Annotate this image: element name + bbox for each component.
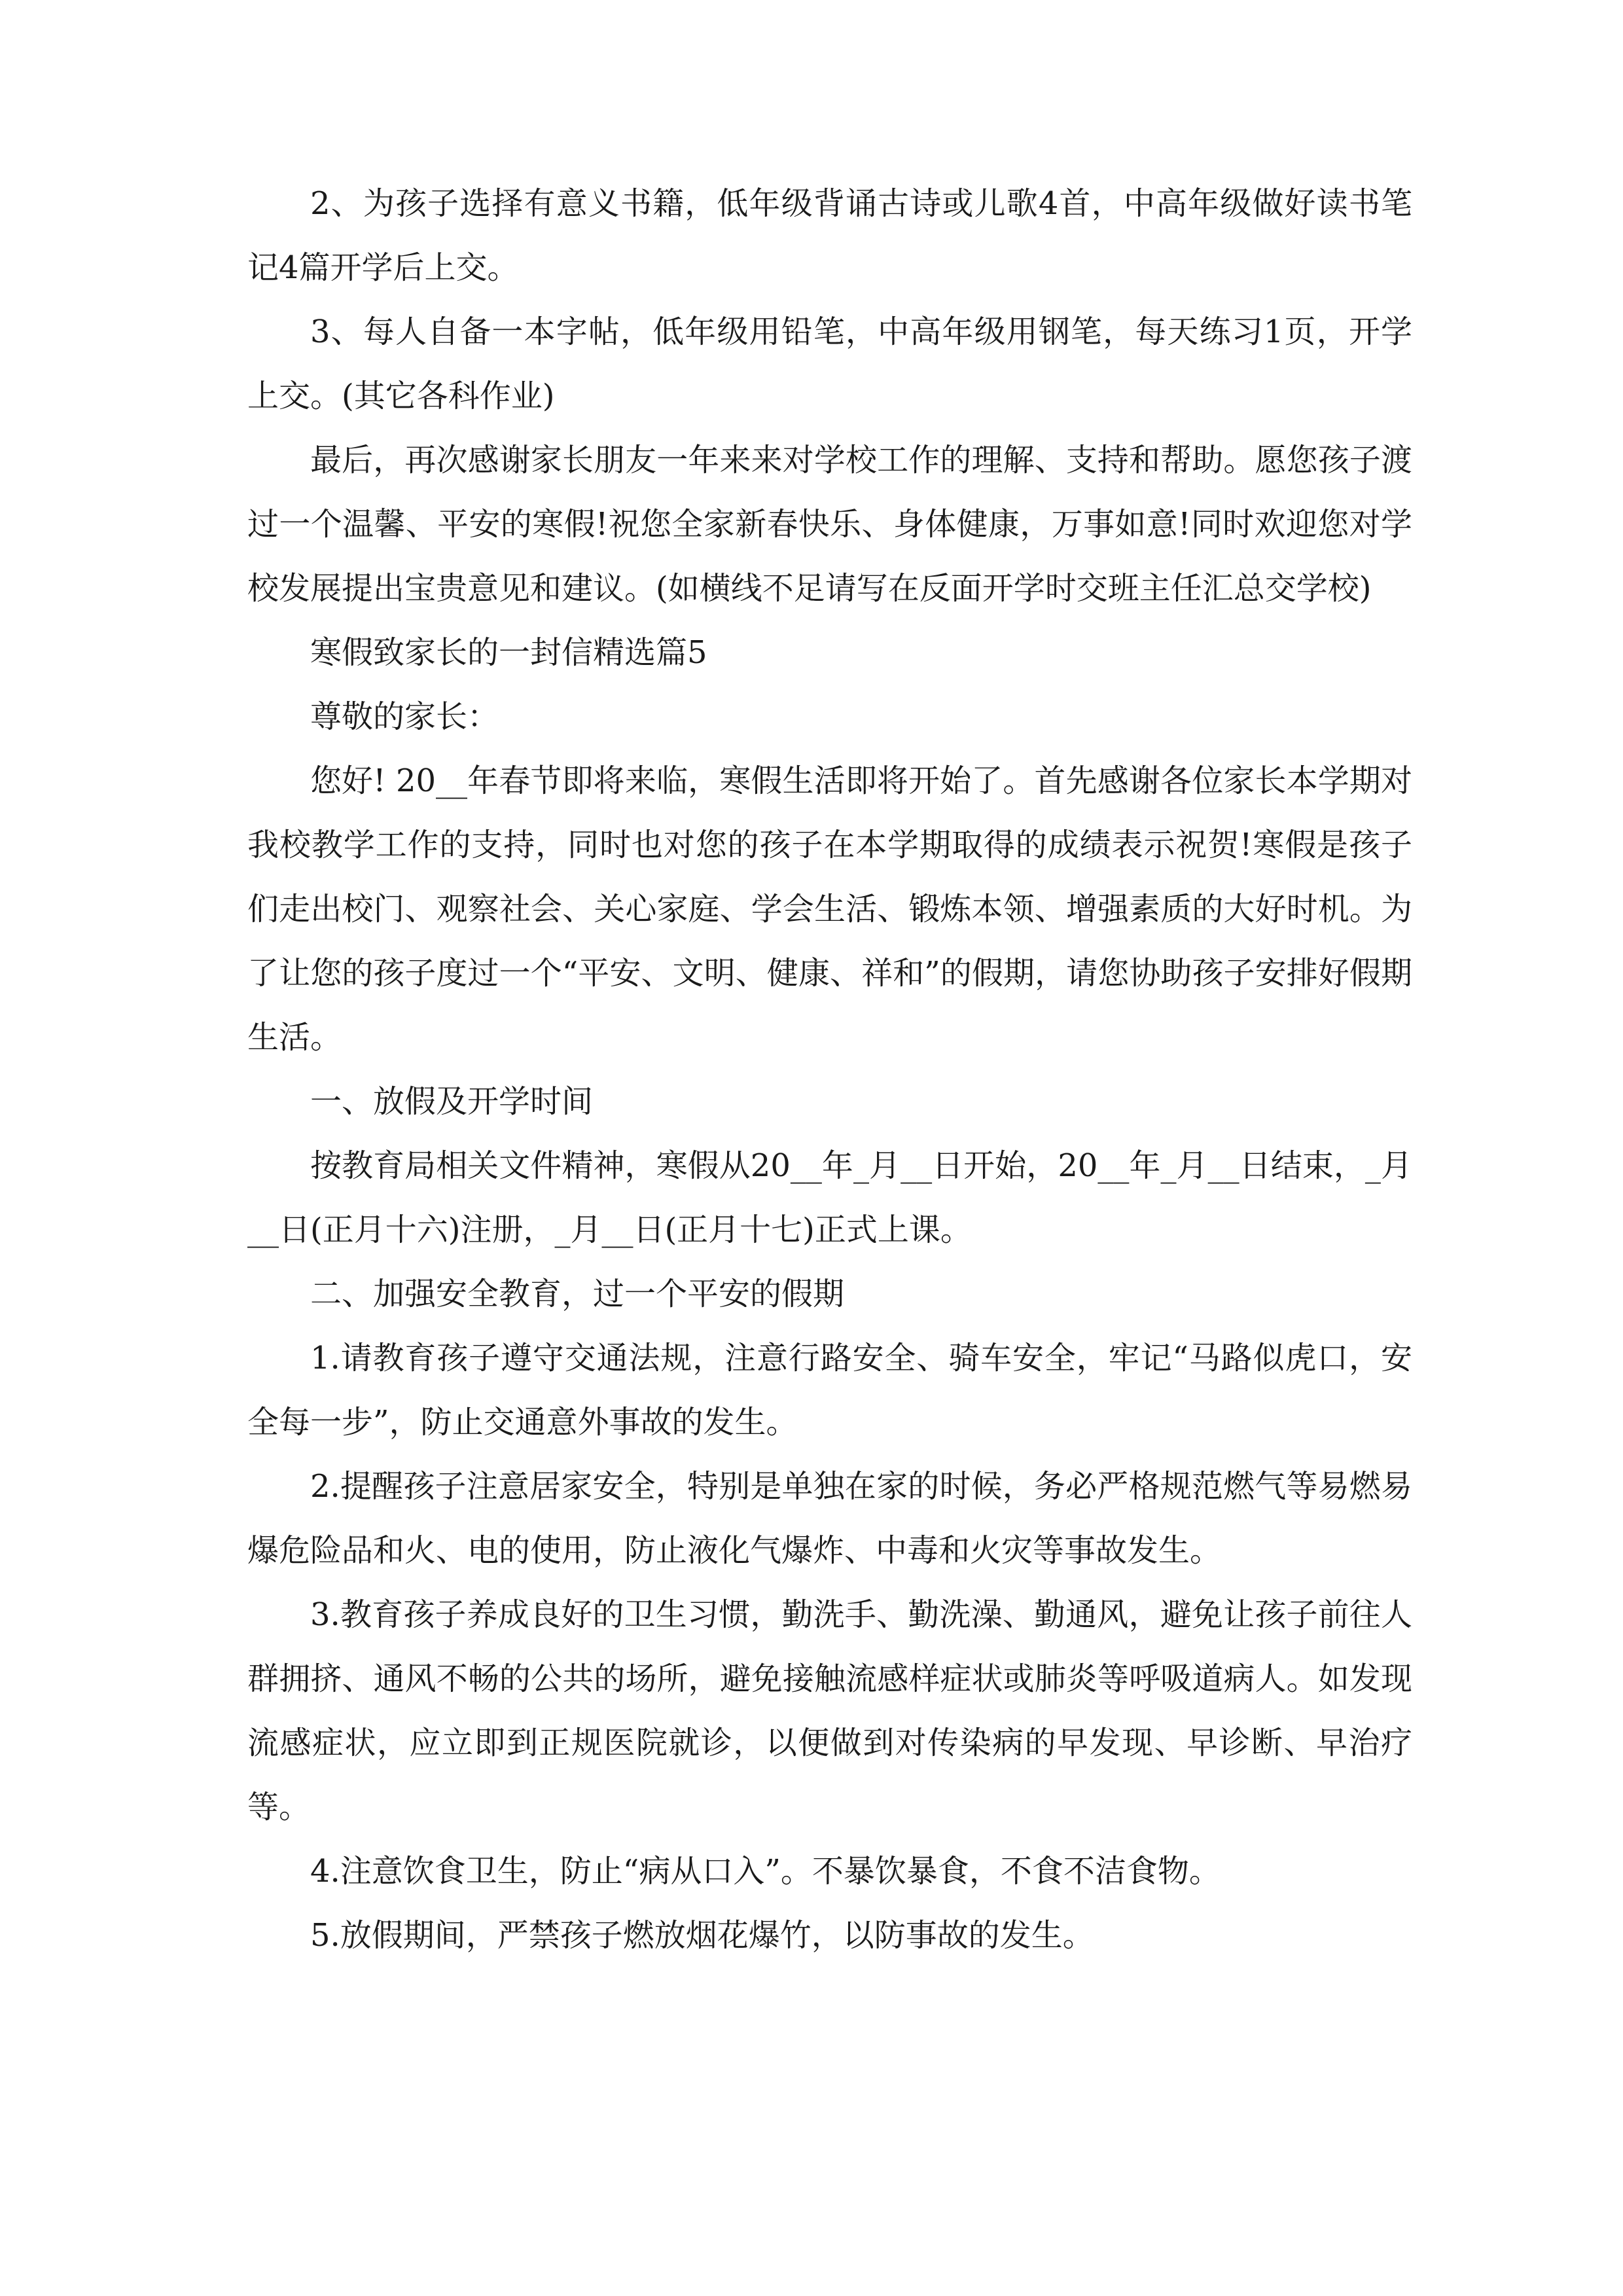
safety-item-2: 2.提醒孩子注意居家安全，特别是单独在家的时候，务必严格规范燃气等易燃易爆危险品和火、电的使用，防止液化气爆炸、中毒和火灾等事故发生。 [247,1468,1412,1569]
heading-safety: 二、加强安全教育，过一个平安的假期 [310,1276,845,1312]
heading-schedule: 一、放假及开学时间 [310,1083,594,1120]
safety-item-5: 5.放假期间，严禁孩子燃放烟花爆竹，以防事故的发生。 [310,1917,1094,1954]
section-title: 寒假致家长的一封信精选篇5 [310,634,707,671]
schedule-paragraph: 按教育局相关文件精神，寒假从20__年_月__日开始，20__年_月__日结束，_月__日(正月十六)注册，_月__日(正月十七)正式上课。 [247,1147,1412,1248]
safety-item-1: 1.请教育孩子遵守交通法规，注意行路安全、骑车安全，牢记“马路似虎口，安全每一步”，防止交通意外事故的发生。 [247,1340,1412,1441]
safety-item-3: 3.教育孩子养成良好的卫生习惯，勤洗手、勤洗澡、勤通风，避免让孩子前往人群拥挤、通风不畅的公共的场所，避免接触流感样症状或肺炎等呼吸道病人。如发现流感症状，应立即到正规医院就诊，以便做到对传染病的早发现、早诊断、早治疗等。 [247,1596,1412,1825]
salutation: 尊敬的家长： [310,698,499,735]
paragraph-item-2: 2、为孩子选择有意义书籍，低年级背诵古诗或儿歌4首，中高年级做好读书笔记4篇开学后上交。 [247,185,1412,286]
greeting-paragraph: 您好! 20__年春节即将来临，寒假生活即将开始了。首先感谢各位家长本学期对我校教学工作的支持，同时也对您的孩子在本学期取得的成绩表示祝贺!寒假是孩子们走出校门、观察社会、关心家庭、学会生活、锻炼本领、增强素质的大好时机。为了让您的孩子度过一个“平安、文明、健康、祥和”的假期，请您协助孩子安排好假期生活。 [247,762,1412,1056]
safety-item-4: 4.注意饮食卫生，防止“病从口入”。不暴饮暴食，不食不洁食物。 [310,1853,1221,1890]
paragraph-item-3: 3、每人自备一本字帖，低年级用铅笔，中高年级用钢笔，每天练习1页，开学上交。(其它各科作业) [247,314,1412,414]
document-body [247,171,1412,1967]
closing-paragraph: 最后，再次感谢家长朋友一年来来对学校工作的理解、支持和帮助。愿您孩子渡过一个温馨、平安的寒假!祝您全家新春快乐、身体健康，万事如意!同时欢迎您对学校发展提出宝贵意见和建议。(如横线不足请写在反面开学时交班主任汇总交学校) [247,442,1412,607]
